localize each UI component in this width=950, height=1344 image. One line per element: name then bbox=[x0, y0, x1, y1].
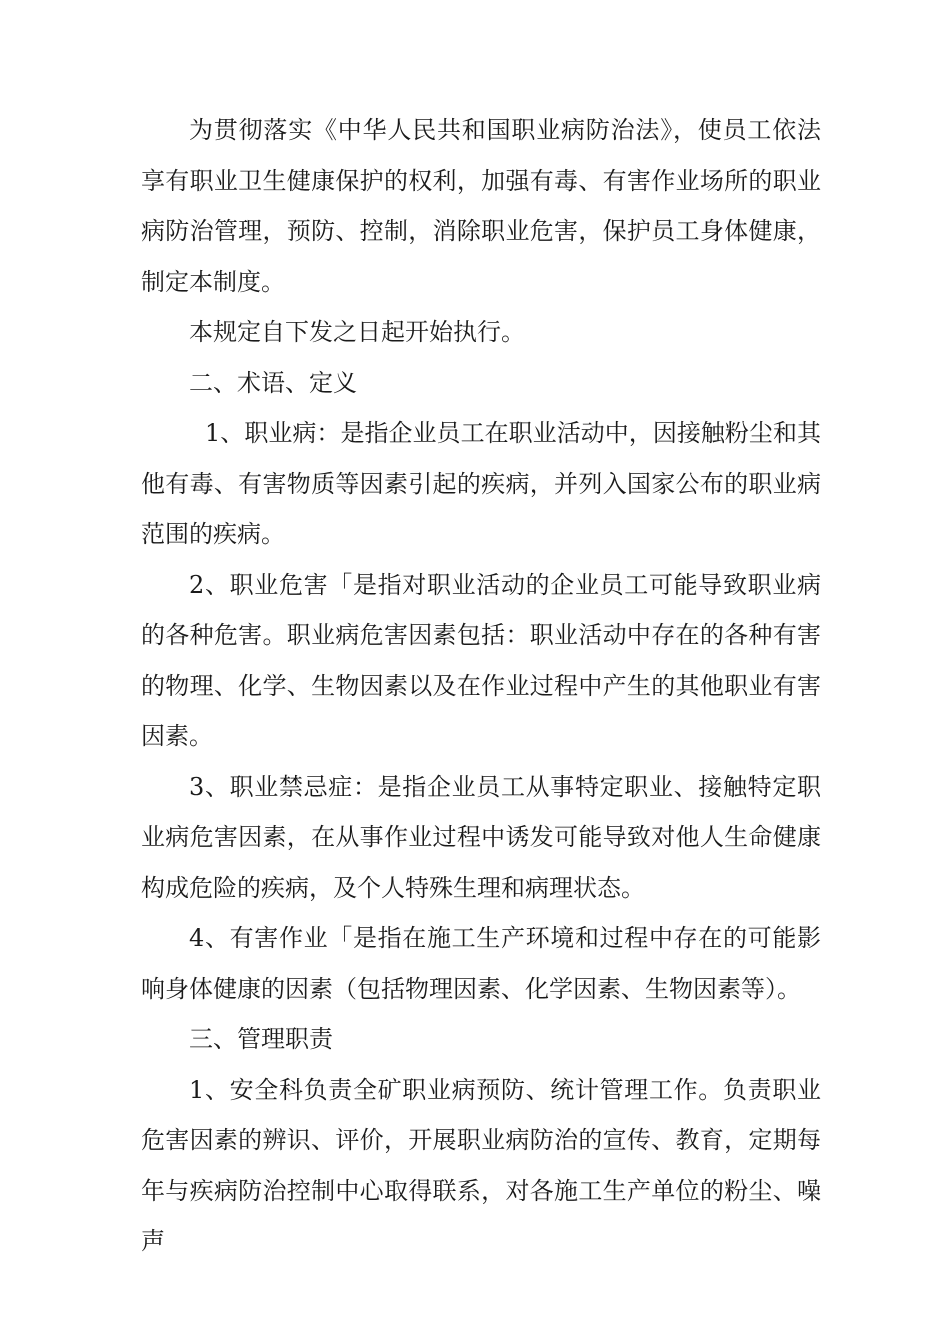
document-body bbox=[141, 105, 821, 1267]
definition-occupational-disease: 1、职业病：是指企业员工在职业活动中，因接触粉尘和其他有毒、有害物质等因素引起的疾病，并列入国家公布的职业病范围的疾病。 bbox=[141, 419, 821, 548]
definition-harmful-work: 4、有害作业「是指在施工生产环境和过程中存在的可能影响身体健康的因素（包括物理因素、化学因素、生物因素等）。 bbox=[141, 924, 821, 1003]
section-heading-duties: 三、管理职责 bbox=[189, 1025, 333, 1053]
definition-contraindication: 3、职业禁忌症：是指企业员工从事特定职业、接触特定职业病危害因素，在从事作业过程中诱发可能导致对他人生命健康构成危险的疾病，及个人特殊生理和病理状态。 bbox=[141, 772, 821, 902]
effective-date-paragraph: 本规定自下发之日起开始执行。 bbox=[189, 318, 525, 346]
section-heading-terms: 二、术语、定义 bbox=[189, 368, 357, 397]
intro-paragraph: 为贯彻落实《中华人民共和国职业病防治法》，使员工依法享有职业卫生健康保护的权利，加强有毒、有害作业场所的职业病防治管理，预防、控制，消除职业危害，保护员工身体健康，制定本制度。 bbox=[141, 116, 821, 296]
duty-safety-department: 1、安全科负责全矿职业病预防、统计管理工作。负责职业危害因素的辨识、评价，开展职业病防治的宣传、教育，定期每年与疾病防治控制中心取得联系，对各施工生产单位的粉尘、噪声 bbox=[141, 1075, 821, 1255]
definition-occupational-hazard: 2、职业危害「是指对职业活动的企业员工可能导致职业病的各种危害。职业病危害因素包括：职业活动中存在的各种有害的物理、化学、生物因素以及在作业过程中产生的其他职业有害因素。 bbox=[141, 570, 821, 750]
